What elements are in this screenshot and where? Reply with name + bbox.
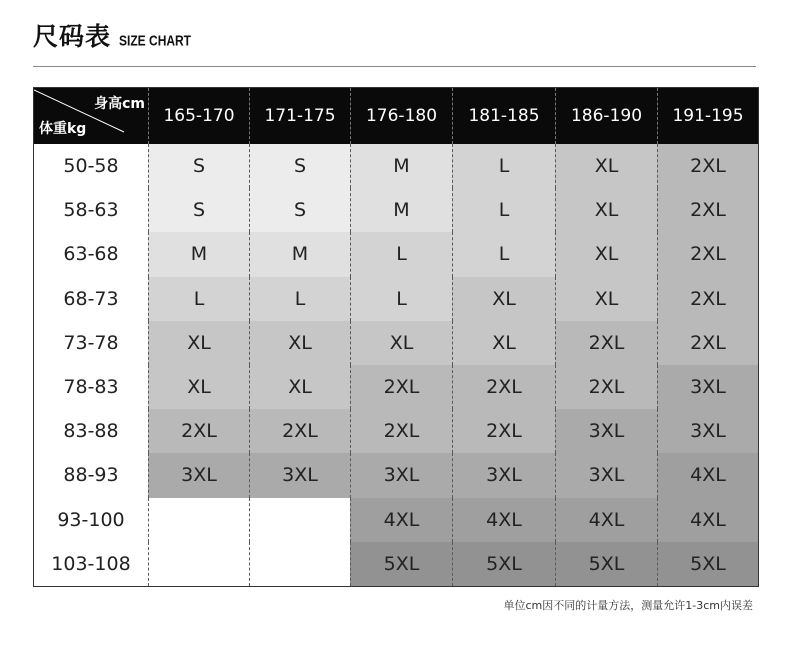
size-cell: XL — [555, 188, 657, 232]
size-table — [33, 87, 759, 587]
page-title: 尺码表 — [33, 22, 112, 51]
weight-row-label: 83-88 — [34, 409, 148, 453]
weight-row-label: 78-83 — [34, 365, 148, 409]
weight-row-label: 63-68 — [34, 232, 148, 276]
weight-row-label: 68-73 — [34, 277, 148, 321]
size-cell: XL — [350, 321, 452, 365]
weight-row-label: 58-63 — [34, 188, 148, 232]
size-cell: S — [148, 144, 249, 188]
size-cell: 2XL — [452, 365, 555, 409]
size-cell: L — [350, 277, 452, 321]
size-cell: M — [350, 188, 452, 232]
size-cell: 2XL — [657, 232, 758, 276]
height-header: 186-190 — [555, 88, 657, 144]
height-header: 191-195 — [657, 88, 758, 144]
size-cell: S — [148, 188, 249, 232]
height-header: 181-185 — [452, 88, 555, 144]
size-cell: 2XL — [452, 409, 555, 453]
title-divider — [33, 66, 756, 67]
empty-size-cell — [249, 542, 350, 586]
height-header: 176-180 — [350, 88, 452, 144]
size-cell: S — [249, 144, 350, 188]
page-subtitle: SIZE CHART — [119, 31, 192, 49]
size-cell: XL — [555, 232, 657, 276]
size-cell: XL — [555, 144, 657, 188]
size-cell: 3XL — [350, 453, 452, 497]
size-cell: 3XL — [657, 409, 758, 453]
size-cell: S — [249, 188, 350, 232]
size-cell: XL — [249, 365, 350, 409]
weight-row-label: 103-108 — [34, 542, 148, 586]
height-axis-label: 身高cm — [94, 96, 145, 112]
weight-row-label: 73-78 — [34, 321, 148, 365]
size-cell: 3XL — [555, 453, 657, 497]
size-cell: 2XL — [657, 321, 758, 365]
size-cell: 4XL — [657, 453, 758, 497]
size-cell: 2XL — [657, 277, 758, 321]
size-cell: 2XL — [657, 144, 758, 188]
title-row — [33, 22, 191, 52]
size-cell: XL — [249, 321, 350, 365]
size-cell: 5XL — [555, 542, 657, 586]
size-cell: XL — [148, 321, 249, 365]
weight-row-label: 88-93 — [34, 453, 148, 497]
footnote: 单位cm因不同的计量方法，测量允许1-3cm内误差 — [503, 599, 753, 612]
corner-header — [34, 88, 148, 144]
empty-size-cell — [148, 498, 249, 542]
size-cell: XL — [555, 277, 657, 321]
size-cell: M — [148, 232, 249, 276]
weight-row-label: 50-58 — [34, 144, 148, 188]
size-cell: L — [350, 232, 452, 276]
size-cell: L — [452, 144, 555, 188]
size-cell: 4XL — [350, 498, 452, 542]
size-cell: 3XL — [452, 453, 555, 497]
size-cell: 2XL — [555, 365, 657, 409]
size-cell: XL — [148, 365, 249, 409]
height-header: 165-170 — [148, 88, 249, 144]
empty-size-cell — [249, 498, 350, 542]
size-cell: L — [249, 277, 350, 321]
size-cell: 2XL — [350, 365, 452, 409]
size-cell: 2XL — [350, 409, 452, 453]
size-cell: L — [452, 188, 555, 232]
size-cell: 3XL — [249, 453, 350, 497]
size-cell: 4XL — [452, 498, 555, 542]
size-cell: L — [148, 277, 249, 321]
size-cell: 4XL — [555, 498, 657, 542]
size-cell: 3XL — [657, 365, 758, 409]
size-cell: 5XL — [350, 542, 452, 586]
height-header: 171-175 — [249, 88, 350, 144]
size-cell: 2XL — [148, 409, 249, 453]
size-cell: 2XL — [249, 409, 350, 453]
weight-axis-label: 体重kg — [39, 121, 87, 137]
size-cell: XL — [452, 321, 555, 365]
size-cell: 2XL — [657, 188, 758, 232]
size-cell: 5XL — [657, 542, 758, 586]
size-cell: 3XL — [148, 453, 249, 497]
size-cell: L — [452, 232, 555, 276]
size-cell: M — [249, 232, 350, 276]
size-cell: M — [350, 144, 452, 188]
size-cell: 2XL — [555, 321, 657, 365]
size-cell: XL — [452, 277, 555, 321]
empty-size-cell — [148, 542, 249, 586]
size-cell: 4XL — [657, 498, 758, 542]
size-cell: 5XL — [452, 542, 555, 586]
size-cell: 3XL — [555, 409, 657, 453]
weight-row-label: 93-100 — [34, 498, 148, 542]
